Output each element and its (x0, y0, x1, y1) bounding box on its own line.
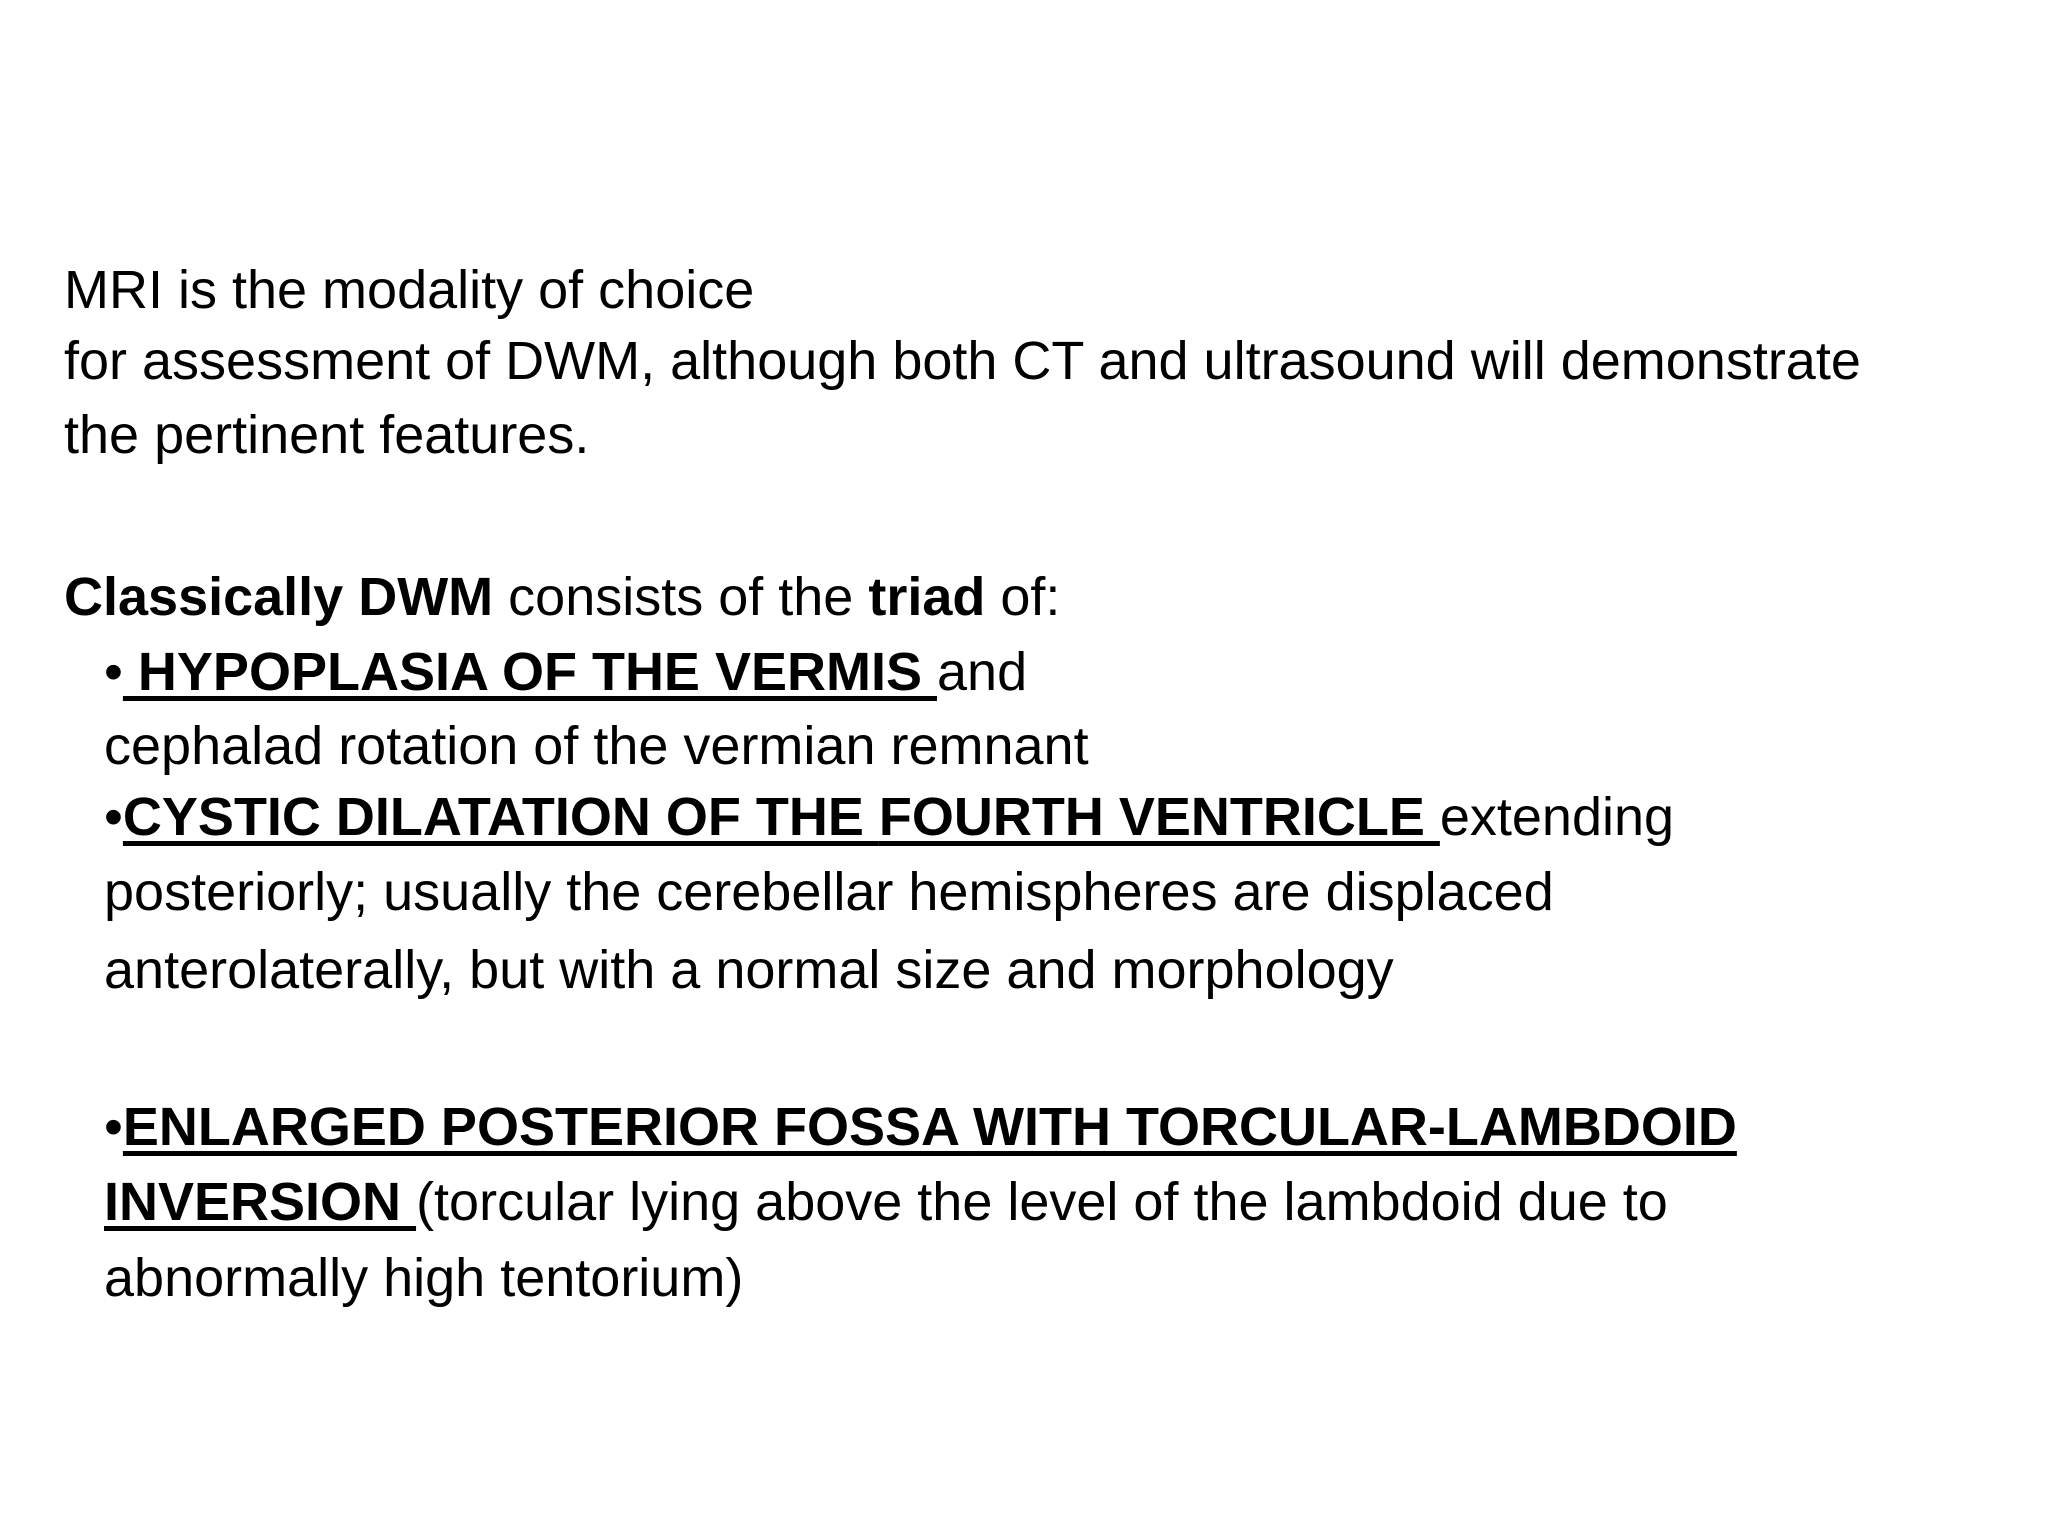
triad-heading-middle: consists of the (493, 567, 869, 627)
bullet-1-highlight: HYPOPLASIA OF THE VERMIS (122, 642, 937, 702)
bullet-2-highlight-b: FOURTH VENTRICLE (878, 787, 1440, 847)
bullet-3-line-2 (104, 1170, 1668, 1234)
bullet-3-line-1 (104, 1095, 1737, 1159)
bullet-2-highlight-a: CYSTIC DILATATION OF THE (122, 787, 879, 847)
bullet-3-after: (torcular lying above the level of the lambdoid due to (416, 1172, 1668, 1232)
bullet-3-highlight-b: WITH TORCULAR-LAMBDOID (972, 1097, 1737, 1157)
bullet-2-line-2: posteriorly; usually the cerebellar hemispheres are displaced (104, 862, 1554, 922)
bullet-2-dot: • (104, 787, 123, 847)
triad-heading (64, 565, 1060, 629)
bullet-3-line-3: abnormally high tentorium) (104, 1248, 744, 1308)
bullet-1-line-1 (104, 640, 1027, 704)
bullet-1-after: and (937, 642, 1028, 702)
bullet-1-line-2: cephalad rotation of the vermian remnant (104, 716, 1089, 776)
bullet-3-highlight-c: INVERSION (104, 1172, 417, 1232)
intro-line-2: for assessment of DWM, although both CT and ultrasound will demonstrate (64, 331, 1861, 391)
triad-heading-lead: Classically DWM (64, 567, 494, 627)
bullet-3-dot: • (104, 1097, 123, 1157)
triad-heading-tail: of: (985, 567, 1061, 627)
intro-line-1: MRI is the modality of choice (64, 260, 755, 320)
intro-line-3: the pertinent features. (64, 405, 590, 465)
bullet-3-highlight-a: ENLARGED POSTERIOR FOSSA (122, 1097, 973, 1157)
bullet-2-line-3: anterolaterally, but with a normal size and morphology (104, 940, 1394, 1000)
bullet-1-dot: • (104, 642, 123, 702)
triad-heading-triad: triad (868, 567, 986, 627)
bullet-2-line-1 (104, 785, 1674, 849)
bullet-2-after: extending (1439, 787, 1675, 847)
